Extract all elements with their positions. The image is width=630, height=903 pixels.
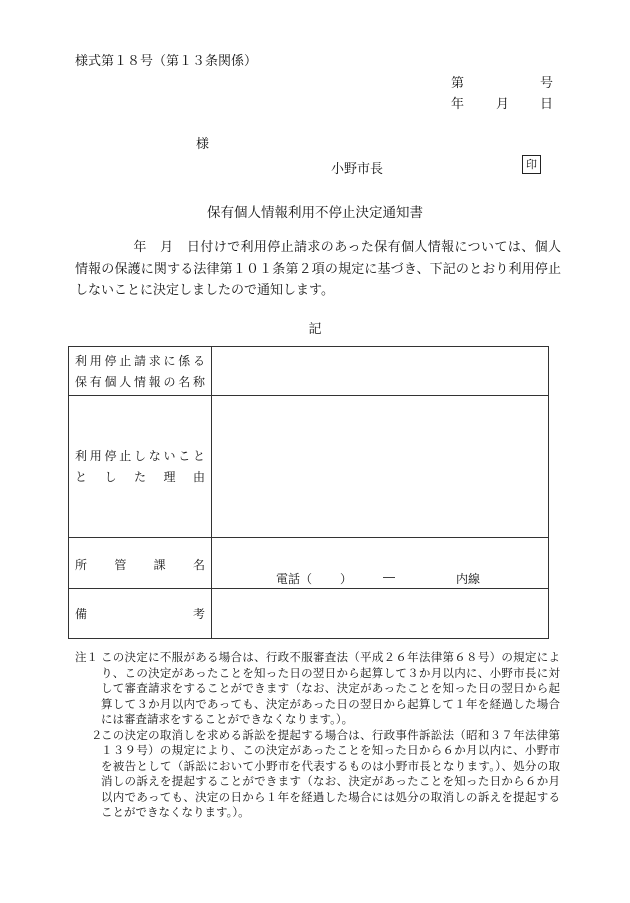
date-year: 年 (451, 97, 465, 112)
details-table (68, 346, 549, 639)
row-header (69, 396, 212, 537)
extension-label: 内線 (456, 572, 481, 586)
row-header (69, 589, 212, 638)
notes-section (75, 650, 560, 821)
table-row-reason (69, 396, 548, 538)
body-text: 年 月 日付けで利用停止請求のあった保有個人情報については、個人情報の保護に関する法律第１０１条第２項の規定に基づき、下記のとおり利用停止しないことに決定しましたので通知します。 (75, 240, 561, 298)
form-number: 様式第１８号（第１３条関係） (75, 54, 258, 69)
row-label-line: 備考 (75, 607, 205, 621)
ki-heading: 記 (308, 322, 322, 337)
row-label-line: と し た 理 由 (75, 470, 205, 484)
doc-number-suffix: 号 (540, 76, 554, 91)
note-item (75, 650, 560, 728)
row-label-line: 利用停止請求に係る (75, 354, 205, 368)
table-row-department (69, 538, 548, 589)
issuer-name: 小野市長 (331, 162, 384, 177)
seal-stamp: 印 (522, 155, 541, 174)
document-title: 保有個人情報利用不停止決定通知書 (207, 205, 423, 221)
table-row-info-name (69, 347, 548, 396)
phone-dash: ― (383, 570, 395, 584)
row-label-line: 保有個人情報の名称 (75, 375, 205, 389)
body-paragraph (75, 237, 561, 302)
row-header (69, 538, 212, 588)
row-header (69, 347, 212, 395)
note-text: この決定の取消しを求める訴訟を提起する場合は、行政事件訴訟法（昭和３７年法律第１３９号）の規定により、この決定があったことを知った日から６か月以内に、小野市を被告として（訴訟において小野市を代表するものは小野市長となります。）、処分の取消しの訴えを提起することができます（なお、決定があったことを知った日から６か月以内であっても、決定の日から１年を経過した場合には処分の取消しの訴えを提起することができなくなります。）。 (101, 727, 560, 819)
phone-label: 電話（ (276, 572, 313, 586)
recipient-suffix: 様 (196, 137, 210, 152)
note-mark: 注１ (75, 650, 98, 664)
table-row-remarks (69, 589, 548, 638)
phone-paren-close: ） (340, 572, 353, 586)
doc-number-prefix: 第 (451, 76, 465, 91)
note-mark: ２ (91, 727, 103, 742)
note-text: この決定に不服がある場合は、行政不服審査法（平成２６年法律第６８号）の規定により、この決定があったことを知った日の翌日から起算して３か月以内に、小野市長に対して審査請求をすることができます（なお、決定があったことを知った日の翌日から起算して３か月以内であっても、決定があった日の翌日から起算して１年を経過した場合には審査請求をすることができなくなります。）。 (101, 650, 560, 726)
note-item (75, 728, 560, 821)
date-month: 月 (496, 97, 510, 112)
row-label-line: 利用停止しないこと (75, 449, 205, 463)
row-label-line: 所管課名 (75, 558, 205, 572)
date-day: 日 (540, 97, 554, 112)
